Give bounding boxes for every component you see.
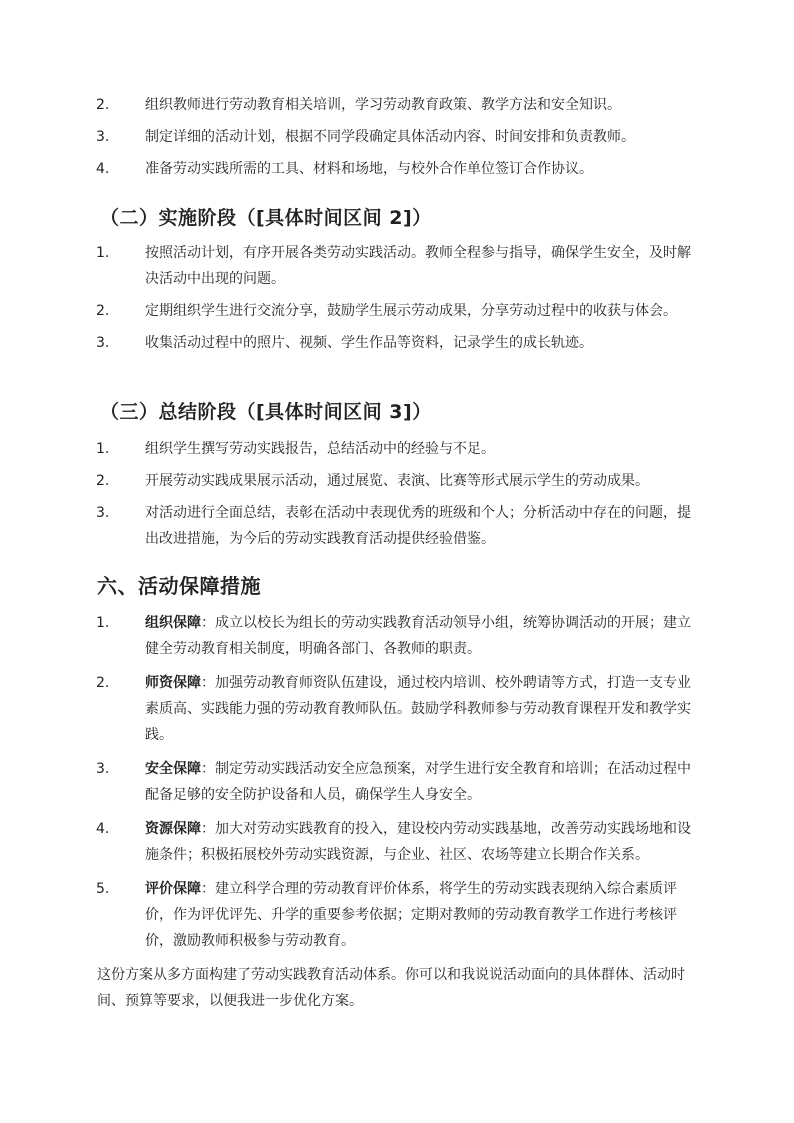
list-item [0, 156, 794, 182]
list-number: 2. [96, 97, 110, 113]
list-keyword: 组织保障 [145, 615, 201, 631]
list-text: 按照活动计划，有序开展各类劳动实践活动。教师全程参与指导，确保学生安全，及时解决活动中出现的问题。 [145, 245, 691, 287]
implementation-list [0, 240, 794, 356]
list-item [0, 610, 794, 662]
list-number: 2. [96, 303, 110, 319]
list-number: 2. [96, 473, 110, 489]
list-number: 1. [96, 441, 110, 457]
list-keyword: 评价保障 [145, 881, 201, 897]
list-keyword: 师资保障 [145, 675, 201, 691]
list-keyword: 安全保障 [145, 761, 201, 777]
list-item [0, 298, 794, 324]
list-number: 4. [96, 161, 110, 177]
list-item [0, 330, 794, 356]
list-item [0, 500, 794, 552]
closing-paragraph: 这份方案从多方面构建了劳动实践教育活动体系。你可以和我说说活动面向的具体群体、活动时间、预算等要求，以便我进一步优化方案。 [97, 967, 685, 1009]
list-item [0, 816, 794, 868]
prep-stage-list [0, 92, 794, 182]
list-text: 收集活动过程中的照片、视频、学生作品等资料，记录学生的成长轨迹。 [145, 335, 593, 351]
list-number: 1. [96, 245, 110, 261]
list-item [0, 92, 794, 118]
list-text: 准备劳动实践所需的工具、材料和场地，与校外合作单位签订合作协议。 [145, 161, 593, 177]
list-item [0, 240, 794, 292]
section-heading-guarantee: 六、活动保障措施 [97, 574, 261, 598]
list-text: 组织教师进行劳动教育相关培训，学习劳动教育政策、教学方法和安全知识。 [145, 97, 621, 113]
list-text: ：加强劳动教育师资队伍建设，通过校内培训、校外聘请等方式，打造一支专业素质高、实践能力强的劳动教育教师队伍。鼓励学科教师参与劳动教育课程开发和教学实践。 [145, 675, 691, 743]
list-text: ：加大对劳动实践教育的投入，建设校内劳动实践基地，改善劳动实践场地和设施条件；积极拓展校外劳动实践资源，与企业、社区、农场等建立长期合作关系。 [145, 821, 691, 863]
list-number: 5. [96, 881, 110, 897]
list-text: 定期组织学生进行交流分享，鼓励学生展示劳动成果，分享劳动过程中的收获与体会。 [145, 303, 677, 319]
list-item [0, 124, 794, 150]
list-number: 3. [96, 761, 110, 777]
list-keyword: 资源保障 [145, 821, 201, 837]
list-text: ：制定劳动实践活动安全应急预案，对学生进行安全教育和培训；在活动过程中配备足够的安全防护设备和人员，确保学生人身安全。 [145, 761, 691, 803]
list-text: 开展劳动实践成果展示活动，通过展览、表演、比赛等形式展示学生的劳动成果。 [145, 473, 649, 489]
list-text: 制定详细的活动计划，根据不同学段确定具体活动内容、时间安排和负责教师。 [145, 129, 635, 145]
list-item [0, 756, 794, 808]
summary-list [0, 436, 794, 552]
list-text: ：建立科学合理的劳动教育评价体系，将学生的劳动实践表现纳入综合素质评价，作为评优评先、升学的重要参考依据；定期对教师的劳动教育教学工作进行考核评价，激励教师积极参与劳动教育。 [145, 881, 677, 949]
list-item [0, 670, 794, 748]
list-number: 1. [96, 615, 110, 631]
list-text: 组织学生撰写劳动实践报告，总结活动中的经验与不足。 [145, 441, 495, 457]
list-number: 2. [96, 675, 110, 691]
list-text: 对活动进行全面总结，表彰在活动中表现优秀的班级和个人；分析活动中存在的问题，提出改进措施，为今后的劳动实践教育活动提供经验借鉴。 [145, 505, 691, 547]
list-number: 4. [96, 821, 110, 837]
list-item [0, 468, 794, 494]
list-number: 3. [96, 505, 110, 521]
guarantee-list [0, 610, 794, 954]
section-heading-implementation: （二）实施阶段（[具体时间区间 2]） [100, 207, 432, 229]
list-item [0, 436, 794, 462]
list-text: ：成立以校长为组长的劳动实践教育活动领导小组，统筹协调活动的开展；建立健全劳动教育相关制度，明确各部门、各教师的职责。 [145, 615, 691, 657]
list-number: 3. [96, 129, 110, 145]
list-item [0, 876, 794, 954]
section-heading-summary: （三）总结阶段（[具体时间区间 3]） [100, 401, 432, 423]
list-number: 3. [96, 335, 110, 351]
